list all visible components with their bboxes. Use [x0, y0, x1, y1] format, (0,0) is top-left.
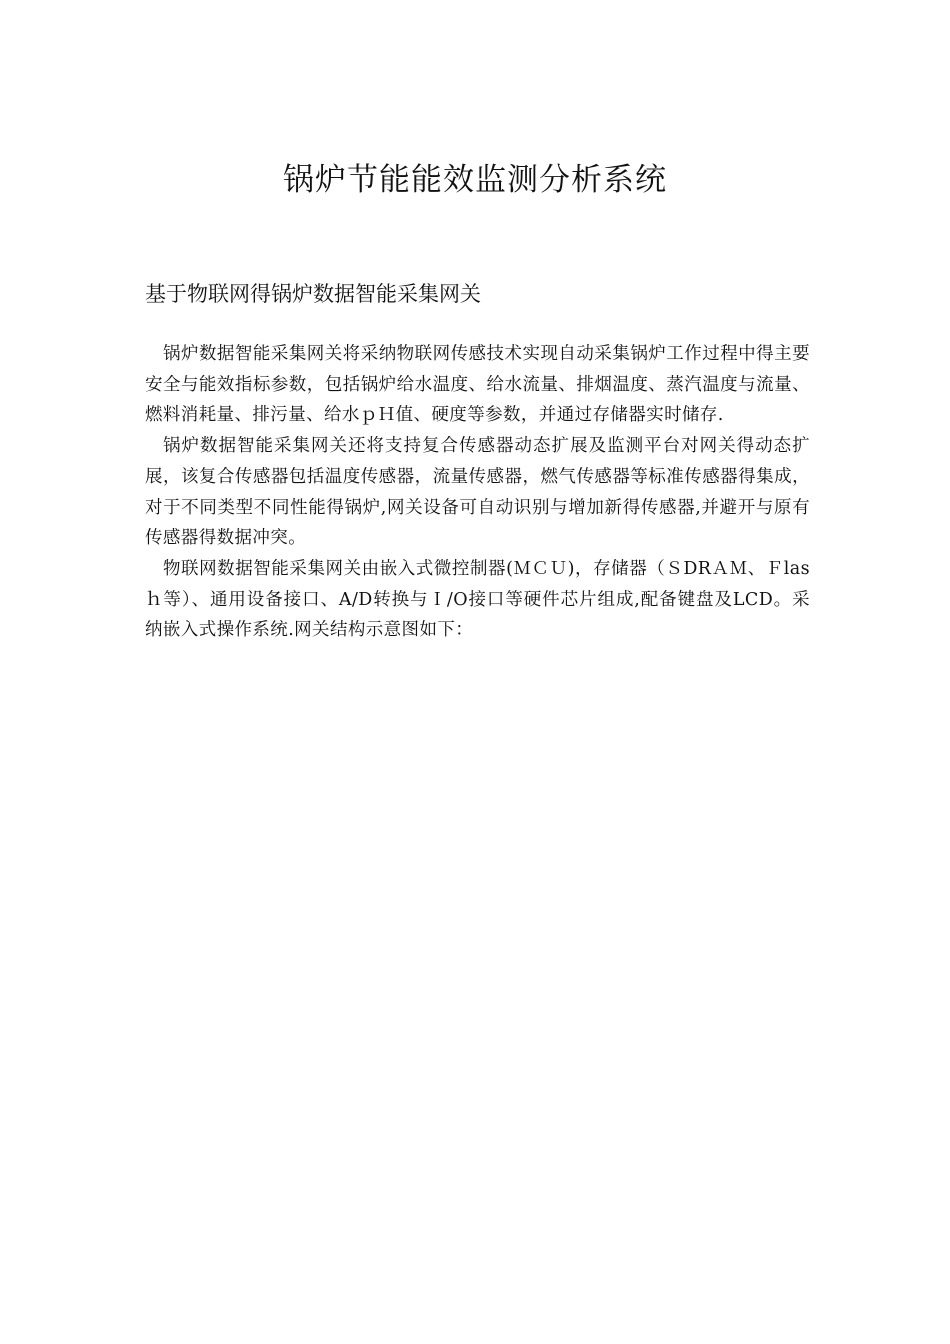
paragraph: 锅炉数据智能采集网关还将支持复合传感器动态扩展及监测平台对网关得动态扩展，该复合传感器包括温度传感器，流量传感器，燃气传感器等标准传感器得集成，对于不同类型不同性能得锅炉,网关设备可自动识别与增加新得传感器,并避开与原有传感器得数据冲突。: [145, 436, 810, 549]
section-heading: 基于物联网得锅炉数据智能采集网关: [145, 282, 481, 306]
paragraph: 物联网数据智能采集网关由嵌入式微控制器(ＭＣＵ)，存储器（ＳDRＡＭ、Ｆlasｈ等）、通用设备接口、A/D转换与Ｉ/O接口等硬件芯片组成,配备键盘及LCD。采纳嵌入式操作系统.网关结构示意图如下：: [145, 558, 810, 641]
paragraph: 锅炉数据智能采集网关将采纳物联网传感技术实现自动采集锅炉工作过程中得主要安全与能效指标参数，包括锅炉给水温度、给水流量、排烟温度、蒸汽温度与流量、燃料消耗量、排污量、给水ｐＨ值、硬度等参数，并通过存储器实时储存.: [145, 344, 810, 426]
body-text: [145, 339, 810, 646]
document-title: 锅炉节能能效监测分析系统: [283, 162, 667, 198]
